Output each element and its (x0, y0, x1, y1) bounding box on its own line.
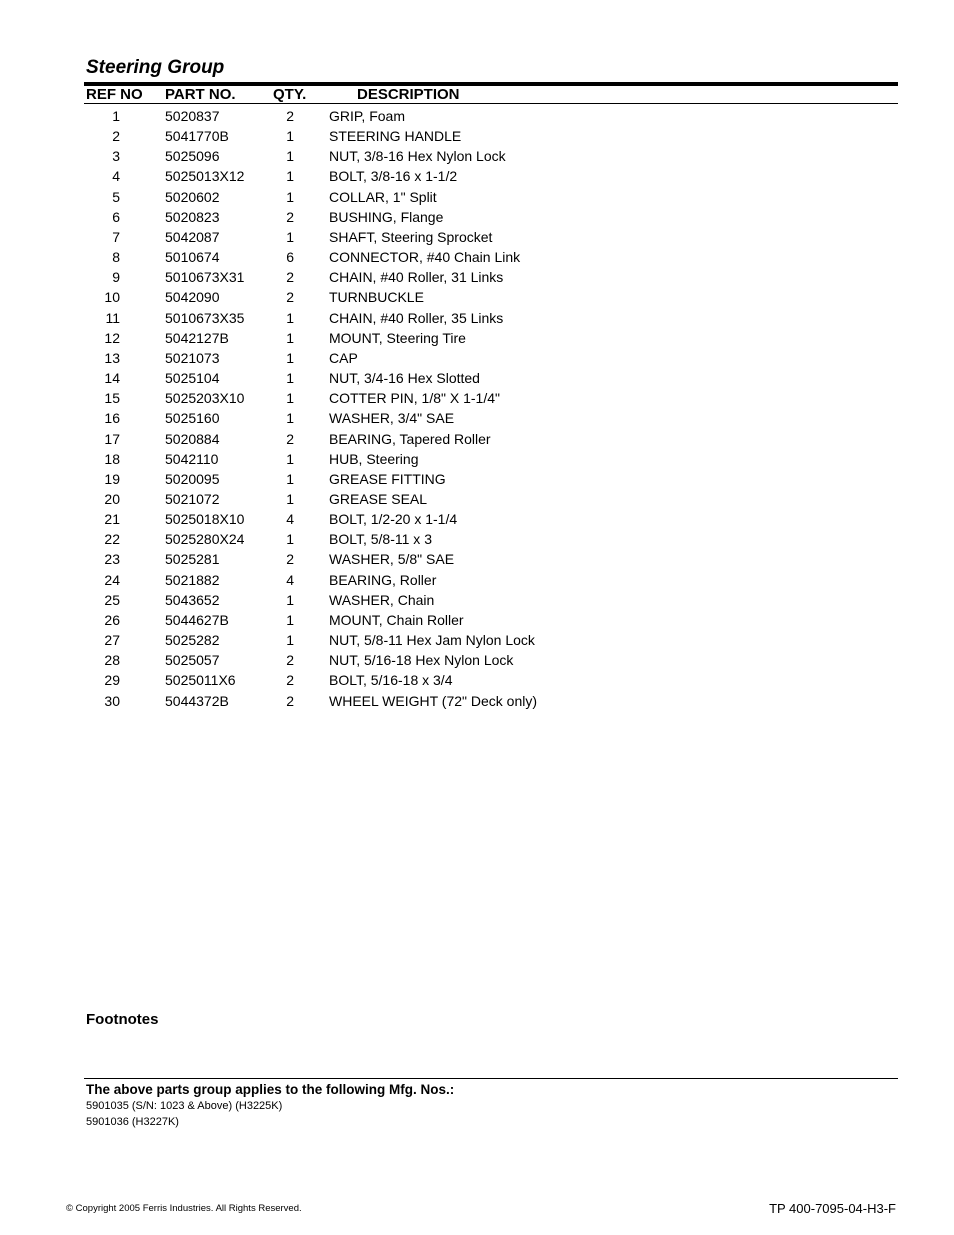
part-no-cell: 5020837 (165, 108, 220, 124)
part-no-cell: 5020095 (165, 470, 220, 487)
ref-no-cell: 13 (104, 349, 120, 366)
part-no-cell: 5021072 (165, 490, 220, 507)
qty-cell: 1 (286, 611, 294, 628)
table-row (0, 650, 954, 670)
description-cell: GREASE SEAL (329, 490, 428, 507)
qty-cell: 4 (286, 511, 294, 528)
description-cell: MOUNT, Steering Tire (329, 329, 466, 346)
table-row (0, 549, 954, 569)
description-cell: GREASE FITTING (329, 470, 446, 487)
part-no-cell: 5021882 (165, 571, 220, 588)
description-cell: COLLAR, 1" Split (329, 188, 437, 205)
description-cell: TURNBUCKLE (329, 289, 424, 306)
ref-no-cell: 22 (104, 531, 120, 548)
ref-no-cell: 21 (104, 511, 120, 528)
description-cell: BEARING, Tapered Roller (329, 430, 491, 447)
applies-heading: The above parts group applies to the following Mfg. Nos.: (86, 1082, 455, 1097)
ref-no-cell: 20 (104, 490, 120, 507)
part-no-cell: 5025280X24 (165, 531, 245, 548)
ref-no-cell: 29 (104, 672, 120, 689)
ref-no-cell: 14 (104, 370, 120, 387)
mfg-number: 5901035 (S/N: 1023 & Above) (H3225K) (86, 1100, 283, 1112)
ref-no-cell: 11 (105, 309, 120, 326)
description-cell: NUT, 3/8-16 Hex Nylon Lock (329, 148, 506, 165)
qty-cell: 2 (286, 692, 294, 709)
qty-cell: 1 (286, 168, 294, 185)
table-row (0, 529, 954, 549)
ref-no-cell: 1 (112, 108, 120, 124)
table-row (0, 126, 954, 146)
part-no-cell: 5025057 (165, 652, 220, 669)
qty-cell: 1 (286, 370, 294, 387)
part-no-cell: 5042127B (165, 329, 229, 346)
table-row (0, 429, 954, 449)
part-no-cell: 5025096 (165, 148, 220, 165)
part-no-cell: 5025018X10 (165, 511, 245, 528)
ref-no-cell: 27 (104, 632, 120, 649)
qty-cell: 1 (286, 450, 294, 467)
part-no-cell: 5042110 (165, 450, 219, 467)
ref-no-cell: 16 (104, 410, 120, 427)
qty-cell: 6 (286, 249, 294, 266)
ref-no-cell: 19 (104, 470, 120, 487)
qty-cell: 1 (286, 349, 294, 366)
footnotes-heading: Footnotes (86, 1011, 159, 1028)
header-description: DESCRIPTION (357, 86, 460, 103)
description-cell: SHAFT, Steering Sprocket (329, 228, 493, 245)
description-cell: BOLT, 1/2-20 x 1-1/4 (329, 511, 458, 528)
table-row (0, 146, 954, 166)
description-cell: NUT, 5/16-18 Hex Nylon Lock (329, 652, 514, 669)
ref-no-cell: 30 (104, 692, 120, 709)
qty-cell: 1 (286, 228, 294, 245)
ref-no-cell: 25 (104, 591, 120, 608)
header-qty: QTY. (273, 86, 307, 103)
description-cell: WHEEL WEIGHT (72" Deck only) (329, 692, 538, 709)
part-no-cell: 5025011X6 (165, 672, 236, 689)
qty-cell: 1 (286, 410, 294, 427)
description-cell: NUT, 3/4-16 Hex Slotted (329, 370, 480, 387)
page-title: Steering Group (86, 57, 225, 78)
table-row (0, 388, 954, 408)
table-row (0, 267, 954, 287)
table-row (0, 187, 954, 207)
ref-no-cell: 28 (104, 652, 120, 669)
qty-cell: 1 (286, 148, 294, 165)
qty-cell: 2 (286, 289, 294, 306)
qty-cell: 1 (286, 591, 294, 608)
table-row (0, 610, 954, 630)
header-rule (84, 103, 898, 104)
description-cell: WASHER, 5/8" SAE (329, 551, 455, 568)
description-cell: BOLT, 3/8-16 x 1-1/2 (329, 168, 458, 185)
qty-cell: 1 (286, 632, 294, 649)
part-no-cell: 5010674 (165, 249, 220, 266)
qty-cell: 1 (286, 390, 294, 407)
table-row (0, 469, 954, 489)
part-no-cell: 5020884 (165, 430, 220, 447)
qty-cell: 1 (286, 329, 294, 346)
qty-cell: 1 (286, 309, 294, 326)
table-row (0, 408, 954, 428)
table-row (0, 328, 954, 348)
part-no-cell: 5025203X10 (165, 390, 245, 407)
description-cell: BEARING, Roller (329, 571, 437, 588)
table-row (0, 489, 954, 509)
description-cell: BOLT, 5/8-11 x 3 (329, 531, 432, 548)
description-cell: BUSHING, Flange (329, 208, 444, 225)
ref-no-cell: 12 (104, 329, 120, 346)
parts-table (0, 106, 954, 711)
table-row (0, 247, 954, 267)
table-row (0, 368, 954, 388)
qty-cell: 2 (286, 551, 294, 568)
description-cell: COTTER PIN, 1/8" X 1-1/4" (329, 390, 500, 407)
part-no-cell: 5041770B (165, 128, 229, 145)
table-row (0, 509, 954, 529)
qty-cell: 1 (286, 188, 294, 205)
qty-cell: 2 (286, 652, 294, 669)
table-row (0, 630, 954, 650)
part-no-cell: 5010673X35 (165, 309, 245, 326)
description-cell: HUB, Steering (329, 450, 419, 467)
qty-cell: 2 (286, 269, 294, 286)
qty-cell: 2 (286, 672, 294, 689)
table-row (0, 670, 954, 690)
qty-cell: 2 (286, 108, 294, 124)
table-row (0, 106, 954, 126)
ref-no-cell: 7 (112, 228, 120, 245)
table-row (0, 227, 954, 247)
ref-no-cell: 26 (104, 611, 120, 628)
qty-cell: 1 (286, 531, 294, 548)
mfg-number: 5901036 (H3227K) (86, 1116, 179, 1128)
table-row (0, 449, 954, 469)
qty-cell: 2 (286, 430, 294, 447)
table-row (0, 207, 954, 227)
footnotes-rule (84, 1078, 898, 1079)
part-no-cell: 5043652 (165, 591, 220, 608)
description-cell: BOLT, 5/16-18 x 3/4 (329, 672, 453, 689)
table-row (0, 287, 954, 307)
qty-cell: 4 (286, 571, 294, 588)
header-part-no: PART NO. (165, 86, 236, 103)
description-cell: CHAIN, #40 Roller, 31 Links (329, 269, 504, 286)
description-cell: WASHER, Chain (329, 591, 435, 608)
part-no-cell: 5025160 (165, 410, 220, 427)
ref-no-cell: 4 (112, 168, 120, 185)
part-no-cell: 5042090 (165, 289, 220, 306)
table-row (0, 570, 954, 590)
ref-no-cell: 15 (104, 390, 120, 407)
description-cell: CHAIN, #40 Roller, 35 Links (329, 309, 504, 326)
ref-no-cell: 2 (112, 128, 120, 145)
document-number: TP 400-7095-04-H3-F (769, 1201, 896, 1216)
part-no-cell: 5025282 (165, 632, 220, 649)
qty-cell: 1 (286, 128, 294, 145)
table-row (0, 348, 954, 368)
part-no-cell: 5025281 (165, 551, 220, 568)
qty-cell: 1 (286, 470, 294, 487)
table-row (0, 691, 954, 711)
ref-no-cell: 3 (112, 148, 120, 165)
ref-no-cell: 6 (112, 208, 120, 225)
part-no-cell: 5044627B (165, 611, 229, 628)
part-no-cell: 5020823 (165, 208, 220, 225)
ref-no-cell: 17 (104, 430, 120, 447)
header-ref-no: REF NO (86, 86, 143, 103)
description-cell: NUT, 5/8-11 Hex Jam Nylon Lock (329, 632, 535, 649)
ref-no-cell: 24 (104, 571, 120, 588)
table-row (0, 590, 954, 610)
part-no-cell: 5010673X31 (165, 269, 245, 286)
ref-no-cell: 5 (112, 188, 120, 205)
description-cell: CONNECTOR, #40 Chain Link (329, 249, 521, 266)
copyright-notice: © Copyright 2005 Ferris Industries. All Rights Reserved. (66, 1203, 302, 1214)
ref-no-cell: 10 (104, 289, 120, 306)
part-no-cell: 5025104 (165, 370, 220, 387)
description-cell: WASHER, 3/4" SAE (329, 410, 455, 427)
table-row (0, 166, 954, 186)
part-no-cell: 5021073 (165, 349, 220, 366)
ref-no-cell: 9 (112, 269, 120, 286)
part-no-cell: 5025013X12 (165, 168, 245, 185)
part-no-cell: 5042087 (165, 228, 220, 245)
ref-no-cell: 23 (104, 551, 120, 568)
table-row (0, 308, 954, 328)
description-cell: CAP (329, 349, 358, 366)
part-no-cell: 5020602 (165, 188, 220, 205)
description-cell: MOUNT, Chain Roller (329, 611, 464, 628)
qty-cell: 1 (286, 490, 294, 507)
ref-no-cell: 8 (112, 249, 120, 266)
description-cell: GRIP, Foam (329, 108, 405, 124)
part-no-cell: 5044372B (165, 692, 229, 709)
ref-no-cell: 18 (104, 450, 120, 467)
description-cell: STEERING HANDLE (329, 128, 462, 145)
qty-cell: 2 (286, 208, 294, 225)
